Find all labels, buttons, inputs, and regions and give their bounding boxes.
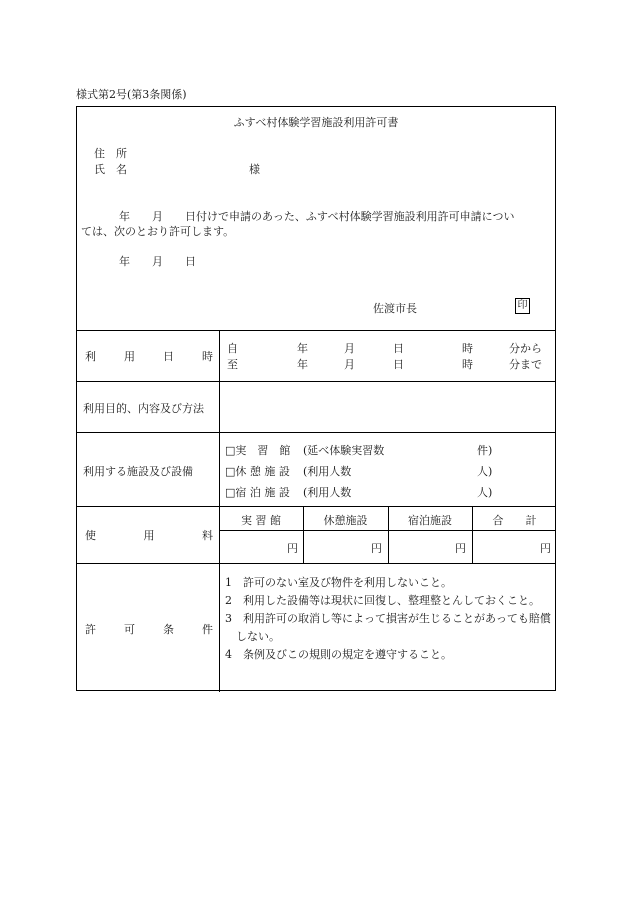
facility-name: □休 憩 施 設 — [225, 465, 290, 478]
facility-unit: 件) — [477, 444, 493, 457]
condition-item: 1 許可のない室及び物件を利用しないこと。 — [225, 576, 452, 589]
address-label: 住 所 — [94, 147, 127, 160]
permit-body-line1: 年 月 日付けで申請のあった、ふすべ村体験学習施設利用許可申請につい — [119, 210, 515, 223]
label-char: 条 — [163, 623, 174, 636]
to-hour: 時 — [462, 358, 473, 371]
issuer-name: 佐渡市長 — [373, 302, 417, 315]
facility-unit: 人) — [477, 465, 493, 478]
label-char: 可 — [124, 623, 135, 636]
condition-item: 4 条例及びこの規則の規定を遵守すること。 — [225, 648, 452, 661]
from-minute: 分から — [509, 342, 542, 355]
fees-label — [85, 527, 213, 543]
fee-yen-unit: 円 — [371, 542, 382, 555]
fee-column-header: 宿泊施設 — [408, 514, 452, 527]
facility-name: □宿 泊 施 設 — [225, 486, 290, 499]
condition-item: 2 利用した設備等は現状に回復し、整理整とんしておくこと。 — [225, 594, 540, 607]
facility-detail: (延べ体験実習数 — [303, 444, 385, 457]
to-prefix: 至 — [227, 358, 238, 371]
to-day: 日 — [393, 358, 404, 371]
seal-mark: 印 — [515, 298, 530, 314]
purpose-label: 利用目的、内容及び方法 — [83, 402, 204, 415]
fee-yen-unit: 円 — [287, 542, 298, 555]
usage-dates-label — [85, 348, 213, 364]
label-char: 料 — [202, 529, 213, 542]
label-char: 時 — [202, 350, 213, 363]
fee-column-header: 実 習 館 — [241, 514, 281, 527]
divider — [77, 563, 555, 564]
divider — [77, 381, 555, 382]
fee-yen-unit: 円 — [540, 542, 551, 555]
from-hour: 時 — [462, 342, 473, 355]
divider — [219, 530, 555, 531]
facility-detail: (利用人数 — [303, 486, 352, 499]
divider — [77, 432, 555, 433]
label-char: 許 — [85, 623, 96, 636]
to-month: 月 — [344, 358, 355, 371]
permit-title: ふすべ村体験学習施設利用許可書 — [233, 116, 399, 129]
label-char: 日 — [163, 350, 174, 363]
permit-body-line2: ては、次のとおり許可します。 — [81, 225, 235, 238]
label-char: 使 — [85, 529, 96, 542]
divider — [77, 506, 555, 507]
fee-column-header: 合 計 — [492, 514, 537, 527]
from-year: 年 — [297, 342, 308, 355]
condition-item: 3 利用許可の取消し等によって損害が生じることがあっても賠償しない。 — [225, 612, 551, 643]
facility-detail: (利用人数 — [303, 465, 352, 478]
label-char: 用 — [124, 350, 135, 363]
permit-date-line: 年 月 日 — [119, 255, 196, 268]
conditions-list — [225, 574, 555, 664]
from-prefix: 自 — [227, 342, 238, 355]
facility-unit: 人) — [477, 486, 493, 499]
fee-yen-unit: 円 — [455, 542, 466, 555]
honorific-sama: 様 — [249, 163, 260, 176]
name-label: 氏 名 — [94, 163, 127, 176]
conditions-label — [85, 621, 213, 637]
label-char: 件 — [202, 623, 213, 636]
from-day: 日 — [393, 342, 404, 355]
divider — [219, 330, 220, 692]
divider — [77, 330, 555, 331]
label-char: 利 — [85, 350, 96, 363]
form-number-note: 様式第2号(第3条関係) — [76, 88, 187, 101]
to-year: 年 — [297, 358, 308, 371]
facility-name: □実 習 館 — [225, 444, 291, 457]
permit-form — [76, 106, 556, 691]
from-month: 月 — [344, 342, 355, 355]
label-char: 用 — [143, 529, 155, 542]
facilities-label: 利用する施設及び設備 — [83, 465, 193, 478]
to-minute: 分まで — [509, 358, 542, 371]
fee-column-header: 休憩施設 — [323, 514, 368, 527]
